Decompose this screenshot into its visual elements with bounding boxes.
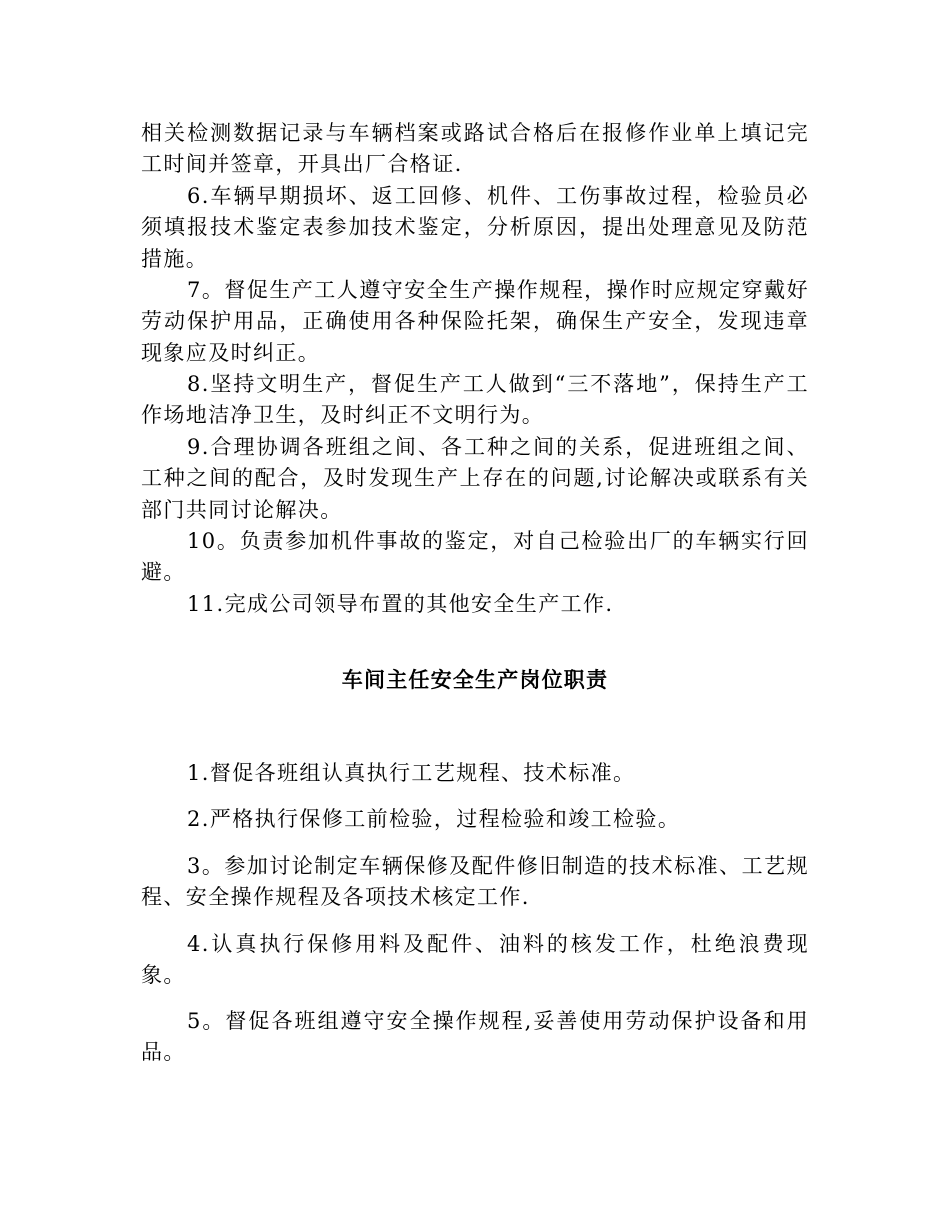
duty-item-11: 11.完成公司领导布置的其他安全生产工作. — [187, 592, 614, 616]
duty-item-6: 6.车辆早期损坏、返工回修、机件、工伤事故过程，检验员必须填报技术鉴定表参加技术鉴定，分析原因，提出处理意见及防范措施。 — [141, 184, 809, 271]
section-title: 车间主任安全生产岗位职责 — [341, 668, 609, 692]
director-duty-item-5: 5。督促各班组遵守安全操作规程,妥善使用劳动保护设备和用品。 — [141, 1009, 809, 1065]
duty-item-9: 9.合理协调各班组之间、各工种之间的关系，促进班组之间、工种之间的配合，及时发现生产上存在的问题,讨论解决或联系有关部门共同讨论解决。 — [141, 435, 809, 522]
director-duty-item-1: 1.督促各班组认真执行工艺规程、技术标准。 — [187, 761, 636, 785]
duty-item-8: 8.坚持文明生产，督促生产工人做到“三不落地”，保持生产工作场地洁净卫生，及时纠正不文明行为。 — [141, 372, 809, 428]
continuation-paragraph: 相关检测数据记录与车辆档案或路试合格后在报修作业单上填记完工时间并签章，开具出厂合格证. — [141, 121, 809, 177]
duty-item-7: 7。督促生产工人遵守安全生产操作规程，操作时应规定穿戴好劳动保护用品，正确使用各种保险托架，确保生产安全，发现违章现象应及时纠正。 — [141, 278, 809, 365]
duty-item-10: 10。负责参加机件事故的鉴定，对自己检验出厂的车辆实行回避。 — [141, 529, 809, 585]
director-duty-item-3: 3。参加讨论制定车辆保修及配件修旧制造的技术标准、工艺规程、安全操作规程及各项技术核定工作. — [141, 854, 809, 910]
director-duty-item-4: 4.认真执行保修用料及配件、油料的核发工作，杜绝浪费现象。 — [141, 932, 809, 988]
director-duty-item-2: 2.严格执行保修工前检验，过程检验和竣工检验。 — [187, 807, 681, 831]
